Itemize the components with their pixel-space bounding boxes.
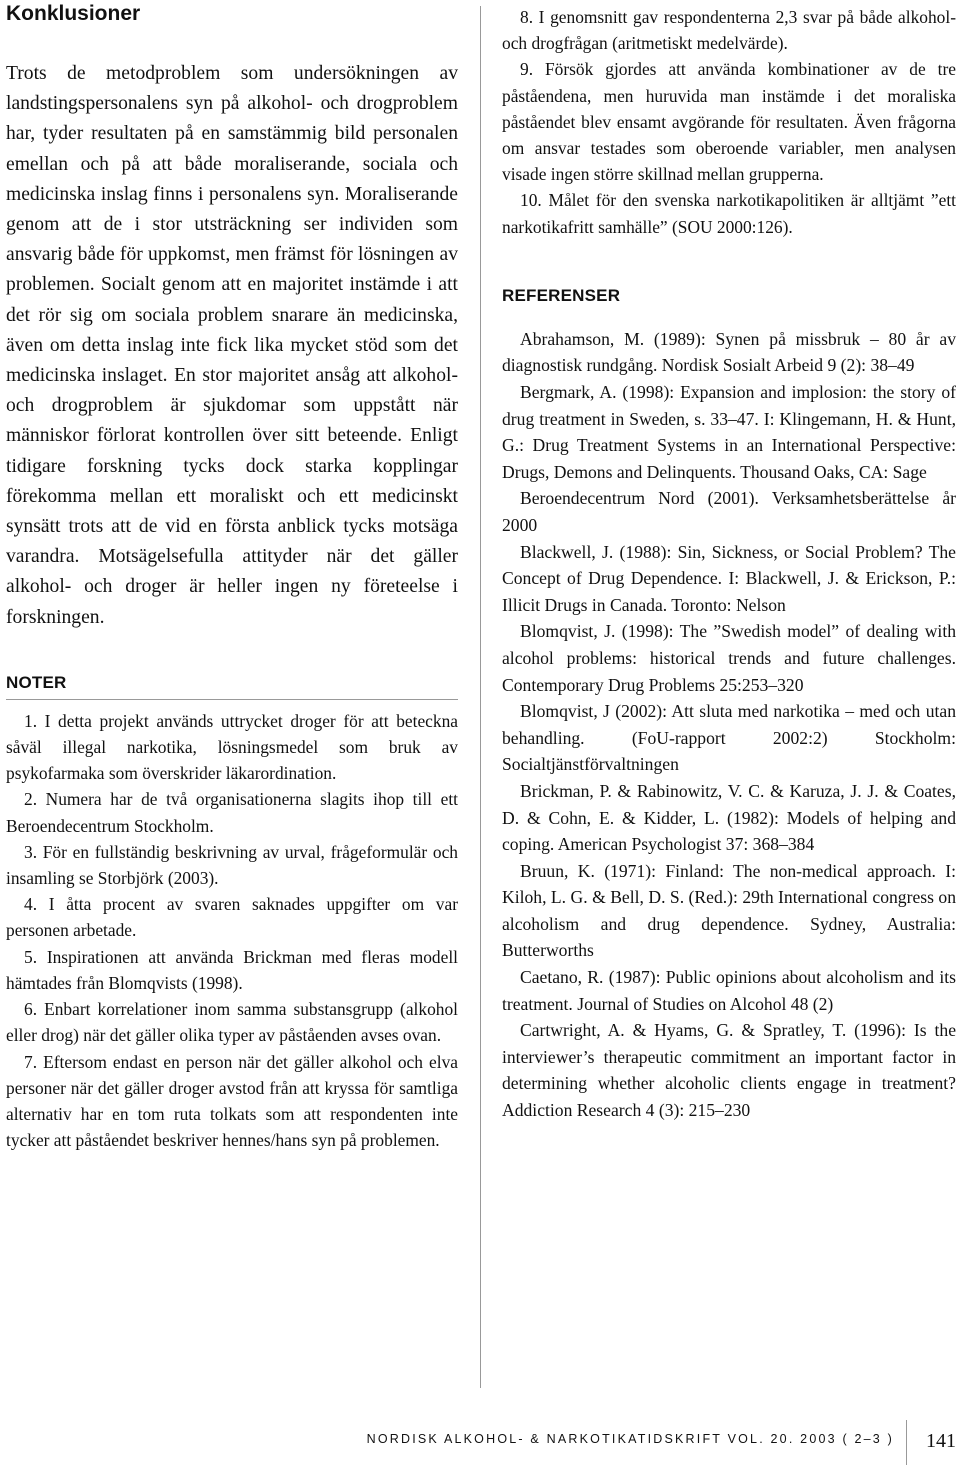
reference-item: Blomqvist, J. (1998): The ”Swedish model” of dealing with alcohol problems: historical trends and future challenges. Contemporary Drug Problems 25:253–320 xyxy=(502,621,956,695)
reference-item: Bruun, K. (1971): Finland: The non-medical approach. I: Kiloh, L. G. & Bell, D. S. (Red.): 29th International congress on alcoholism and drug dependence. Sydney, Australia: Butterworths xyxy=(502,860,956,961)
notes-heading: NOTER xyxy=(6,673,458,700)
reference-item: Cartwright, A. & Hyams, G. & Spratley, T. (1996): Is the interviewer’s therapeutic commitment an important factor in determining whether alcoholic clients engage in treatment? Addiction Research 4 (3): 215–230 xyxy=(502,1020,956,1121)
reference-item: Beroendecentrum Nord (2001). Verksamhetsberättelse år 2000 xyxy=(502,488,956,535)
note-item: 10. Målet för den svenska narkotikapolitiken är alltjämt ”ett narkotikafritt samhälle” (SOU 2000:126). xyxy=(502,190,956,237)
notes-list xyxy=(6,708,458,1153)
reference-item: Bergmark, A. (1998): Expansion and implosion: the story of drug treatment in Sweden, s. 33–47. I: Klingemann, H. & Hunt, G.: Drug Treatment Systems in an International Perspective: Drugs, Demons and Delinquents. Thousand Oaks, CA: Sage xyxy=(502,382,956,482)
reference-item: Blomqvist, J (2002): Att sluta med narkotika – med och utan behandling. (FoU-rapport 2002:2) Stockholm: Socialtjänstförvaltningen xyxy=(502,701,956,775)
left-column xyxy=(6,0,458,1153)
note-item: 9. Försök gjordes att använda kombinationer av de tre påståendena, men huruvida man instämde i det moraliska påståendet blev ensamt avgörande för resultaten. Även frågorna om ansvar testades som oberoende variabler, men analysen visade ingen större skillnad mellan grupperna. xyxy=(502,59,956,185)
reference-item: Brickman, P. & Rabinowitz, V. C. & Karuza, J. J. & Coates, D. & Cohn, E. & Kidder, L. (1982): Models of helping and coping. American Psychologist 37: 368–384 xyxy=(502,780,956,855)
note-item: 4. I åtta procent av svaren saknades uppgifter om var personen arbetade. xyxy=(6,894,458,941)
section-heading: Konklusioner xyxy=(6,2,141,25)
notes-list-continued xyxy=(502,4,956,240)
references-heading: REFERENSER xyxy=(502,285,621,305)
note-item: 7. Eftersom endast en person när det gäller alkohol och elva personer när det gäller droger avstod från att kryssa för samtliga alternativ har en tom ruta tolkats som att respondenten inte tycker att påståendet beskriver hennes/hans syn på problemen. xyxy=(6,1051,458,1151)
footer-divider xyxy=(906,1420,907,1465)
note-item: 8. I genomsnitt gav respondenterna 2,3 svar på både alkohol- och drogfrågan (aritmetiskt medelvärde). xyxy=(502,7,956,54)
body-paragraph: Trots de metodproblem som undersökningen av landstingspersonalens syn på alkohol- och drogproblem har, tyder resultaten på en samstämmig bild personalen emellan och på att både moraliserande, sociala och medicinska inslag finns i personalens syn. Moraliserande genom att de i stor utsträckning ser individen som ansvarig både för uppkomst, men främst för lösningen av problemen. Socialt genom att en majoritet instämde i att det rör sig om sociala problem snarare än medicinska, även om detta inslag inte fick lika mycket stöd som det medicinska inslaget. En stor majoritet ansåg att alkohol- och drogproblem är sjukdomar som uppstått när människor förlorat kontrollen över sitt beteende. Enligt tidigare forskning tycks dock starka kopplingar förekomma mellan ett moraliskt och ett medicinskt synsätt trots att de vid en första anblick tycks motsäga varandra. Motsägelsefulla attityder när det gäller alkohol- och droger är heller ingen ny företeelse i forskningen. xyxy=(6,63,458,628)
reference-item: Abrahamson, M. (1989): Synen på missbruk – 80 år av diagnostisk rundgång. Nordisk Sosialt Arbeid 9 (2): 38–49 xyxy=(502,328,956,376)
journal-title: NORDISK ALKOHOL- & NARKOTIKATIDSKRIFT VOL. 20. 2003 ( 2–3 ) xyxy=(366,1432,894,1446)
note-item: 2. Numera har de två organisationerna slagits ihop till ett Beroendecentrum Stockholm. xyxy=(6,789,458,836)
note-item: 5. Inspirationen att använda Brickman med fleras modell hämtades från Blomqvists (1998). xyxy=(6,946,458,993)
column-divider xyxy=(480,6,481,1388)
note-item: 3. För en fullständig beskrivning av urval, frågeformulär och insamling se Storbjörk (2003). xyxy=(6,841,458,889)
references-list xyxy=(502,326,956,1124)
note-item: 6. Enbart korrelationer inom samma substansgrupp (alkohol eller drog) när det gäller olika typer av påståenden avses ovan. xyxy=(6,999,458,1046)
reference-item: Blackwell, J. (1988): Sin, Sickness, or Social Problem? The Concept of Drug Dependence. I: Blackwell, J. & Erickson, P.: Illicit Drugs in Canada. Toronto: Nelson xyxy=(502,541,956,615)
page-number: 141 xyxy=(926,1430,956,1452)
right-column xyxy=(502,0,956,1124)
page-footer xyxy=(0,1420,960,1465)
note-item: 1. I detta projekt används uttrycket droger för att beteckna såväl illegal narkotika, lösningsmedel som bruk av psykofarmaka som överskrider läkarordination. xyxy=(6,710,458,784)
reference-item: Caetano, R. (1987): Public opinions about alcoholism and its treatment. Journal of Studies on Alcohol 48 (2) xyxy=(502,967,956,1014)
